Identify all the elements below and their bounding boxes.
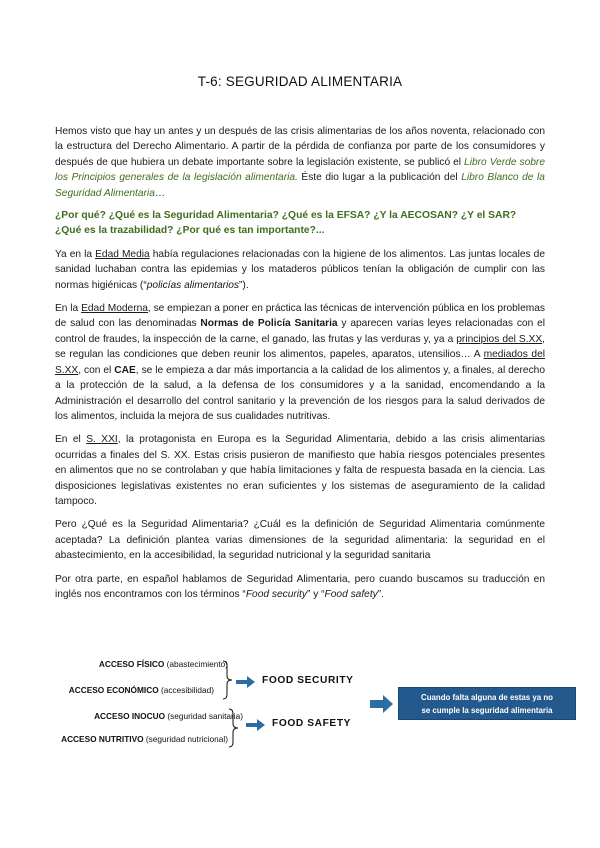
access-nutritivo-label: ACCESO NUTRITIVO (seguridad nutricional)	[61, 734, 228, 744]
text-run: ”.	[377, 588, 384, 600]
edad-moderna-term: Edad Moderna	[81, 303, 148, 315]
mediados-sxx-term: mediados del S.XX	[55, 349, 545, 376]
principios-sxx-term: principios del S.XX	[456, 333, 543, 345]
text-run: Por otra parte, en español hablamos de Seguridad Alimentaria, pero cuando buscamos su traducción en inglés nos encontramos con los términos “	[55, 573, 545, 600]
arrow-right-icon	[246, 719, 266, 731]
text-run: , se regulan las condiciones que deben reunir los alimentos, papeles, aparatos, utensilios… A	[55, 333, 545, 361]
text-run: ”).	[239, 279, 249, 291]
text-run: En la	[55, 303, 82, 315]
food-safety-term: Food safety	[324, 588, 378, 600]
normas-policia-term: Normas de Policía Sanitaria	[200, 318, 338, 330]
edad-media-term: Edad Media	[95, 248, 150, 260]
food-security-label: FOOD SECURITY	[262, 675, 354, 686]
libro-blanco-title: Libro Blanco de la Seguridad Alimentaria	[55, 172, 545, 199]
warning-note-box	[398, 687, 576, 720]
cae-term: CAE	[114, 364, 136, 376]
text-run: ” y “	[306, 588, 325, 600]
text-run: , se le empieza a dar más importancia a la calidad de los alimentos y, a finales, al derecho a la protección de la salud, a la defensa de los consumidores y a la sanidad, encomendando a la Administración el desarrollo del control sanitario y la prevención de los riesgos para la salud derivados de los alimentos, incluida la mejora de sus cualidades nutritivas.	[55, 364, 545, 422]
food-security-term: Food security	[245, 588, 307, 600]
text-run: y aparecen varias leyes relacionadas con el control de fraudes, la inspección de la carne, el ganado, las frutas y las verduras y, ya a	[55, 318, 545, 345]
paragraph-translation	[55, 572, 545, 603]
page-title: T-6: SEGURIDAD ALIMENTARIA	[197, 74, 403, 89]
text-run: , con el	[78, 364, 115, 376]
paragraph-sxxi	[55, 432, 545, 509]
food-safety-label: FOOD SAFETY	[272, 718, 352, 729]
arrow-right-icon	[236, 676, 256, 688]
access-fisico-label: ACCESO FÍSICO (abastecimiento)	[98, 659, 228, 669]
note-line: se cumple la seguridad alimentaria	[421, 706, 553, 715]
text-run: Éste dio lugar a la publicación del	[297, 172, 462, 184]
text-run: Hemos visto que hay un antes y un después de las crisis alimentarias de los años noventa, relacionado con la estructura del Derecho Alimentario. A partir de la pérdida de confianza por parte de los consumidores y después de que hubiera un debate importante sobre la legislación existente, se publicó el	[55, 126, 545, 168]
paragraph-definition: Pero ¿Qué es la Seguridad Alimentaria? ¿Cuál es la definición de Seguridad Alimentaria comúnmente aceptada? La definición plantea varias dimensiones de la seguridad alimentaria: la seguridad en el abastecimiento, en la accesibilidad, la seguridad nutricional y la seguridad sanitaria	[55, 519, 545, 562]
paragraph-intro	[55, 124, 545, 201]
text-run: , se empiezan a poner en práctica las técnicas de intervención pública en los problemas de salud con las denominadas	[55, 303, 545, 330]
note-line: Cuando falta alguna de estas ya no	[421, 693, 553, 702]
text-run: …	[154, 187, 166, 199]
policias-term: policías alimentarios	[146, 279, 240, 291]
text-run: , la protagonista en Europa es la Seguridad Alimentaria, debido a las crisis alimentarias ocurridas a finales del S. XX. Estas crisis pusieron de manifiesto que había riesgos potenciales presentes en alimentos que no se controlaban y que había limitaciones y falta de respuesta basada en la ciencia. Las disposiciones legislativas existentes no eran suficientes y los sistemas de aseguramiento de la calidad tampoco.	[55, 434, 545, 507]
text-run: En el	[55, 434, 87, 446]
text-run: Ya en la	[55, 248, 96, 260]
brace-icon-security	[221, 660, 235, 700]
arrow-right-icon	[370, 695, 394, 713]
libro-verde-title: Libro Verde sobre los Principios generales de la legislación alimentaria.	[55, 156, 545, 184]
brace-icon-safety	[227, 708, 241, 748]
document-body	[55, 124, 545, 610]
paragraph-edad-moderna	[55, 301, 545, 424]
access-economico-label: ACCESO ECONÓMICO (accesibilidad)	[68, 685, 214, 695]
sxxi-term: S. XXI	[86, 434, 118, 446]
key-questions: ¿Por qué? ¿Qué es la Seguridad Alimentaria? ¿Qué es la EFSA? ¿Y la AECOSAN? ¿Y el SAR? ¿Qué es la trazabilidad? ¿Por qué es tan importante?...	[55, 210, 517, 237]
paragraph-edad-media	[55, 247, 545, 293]
access-inocuo-label: ACCESO INOCUO (seguridad sanitaria)	[94, 711, 243, 721]
security-diagram	[0, 656, 600, 756]
text-run: había regulaciones relacionadas con la higiene de los alimentos. Las juntas locales de sanidad luchaban contra las epidemias y los mataderos públicos tenían la obligación de cumplir con las normas higiénicas (“	[55, 248, 545, 291]
